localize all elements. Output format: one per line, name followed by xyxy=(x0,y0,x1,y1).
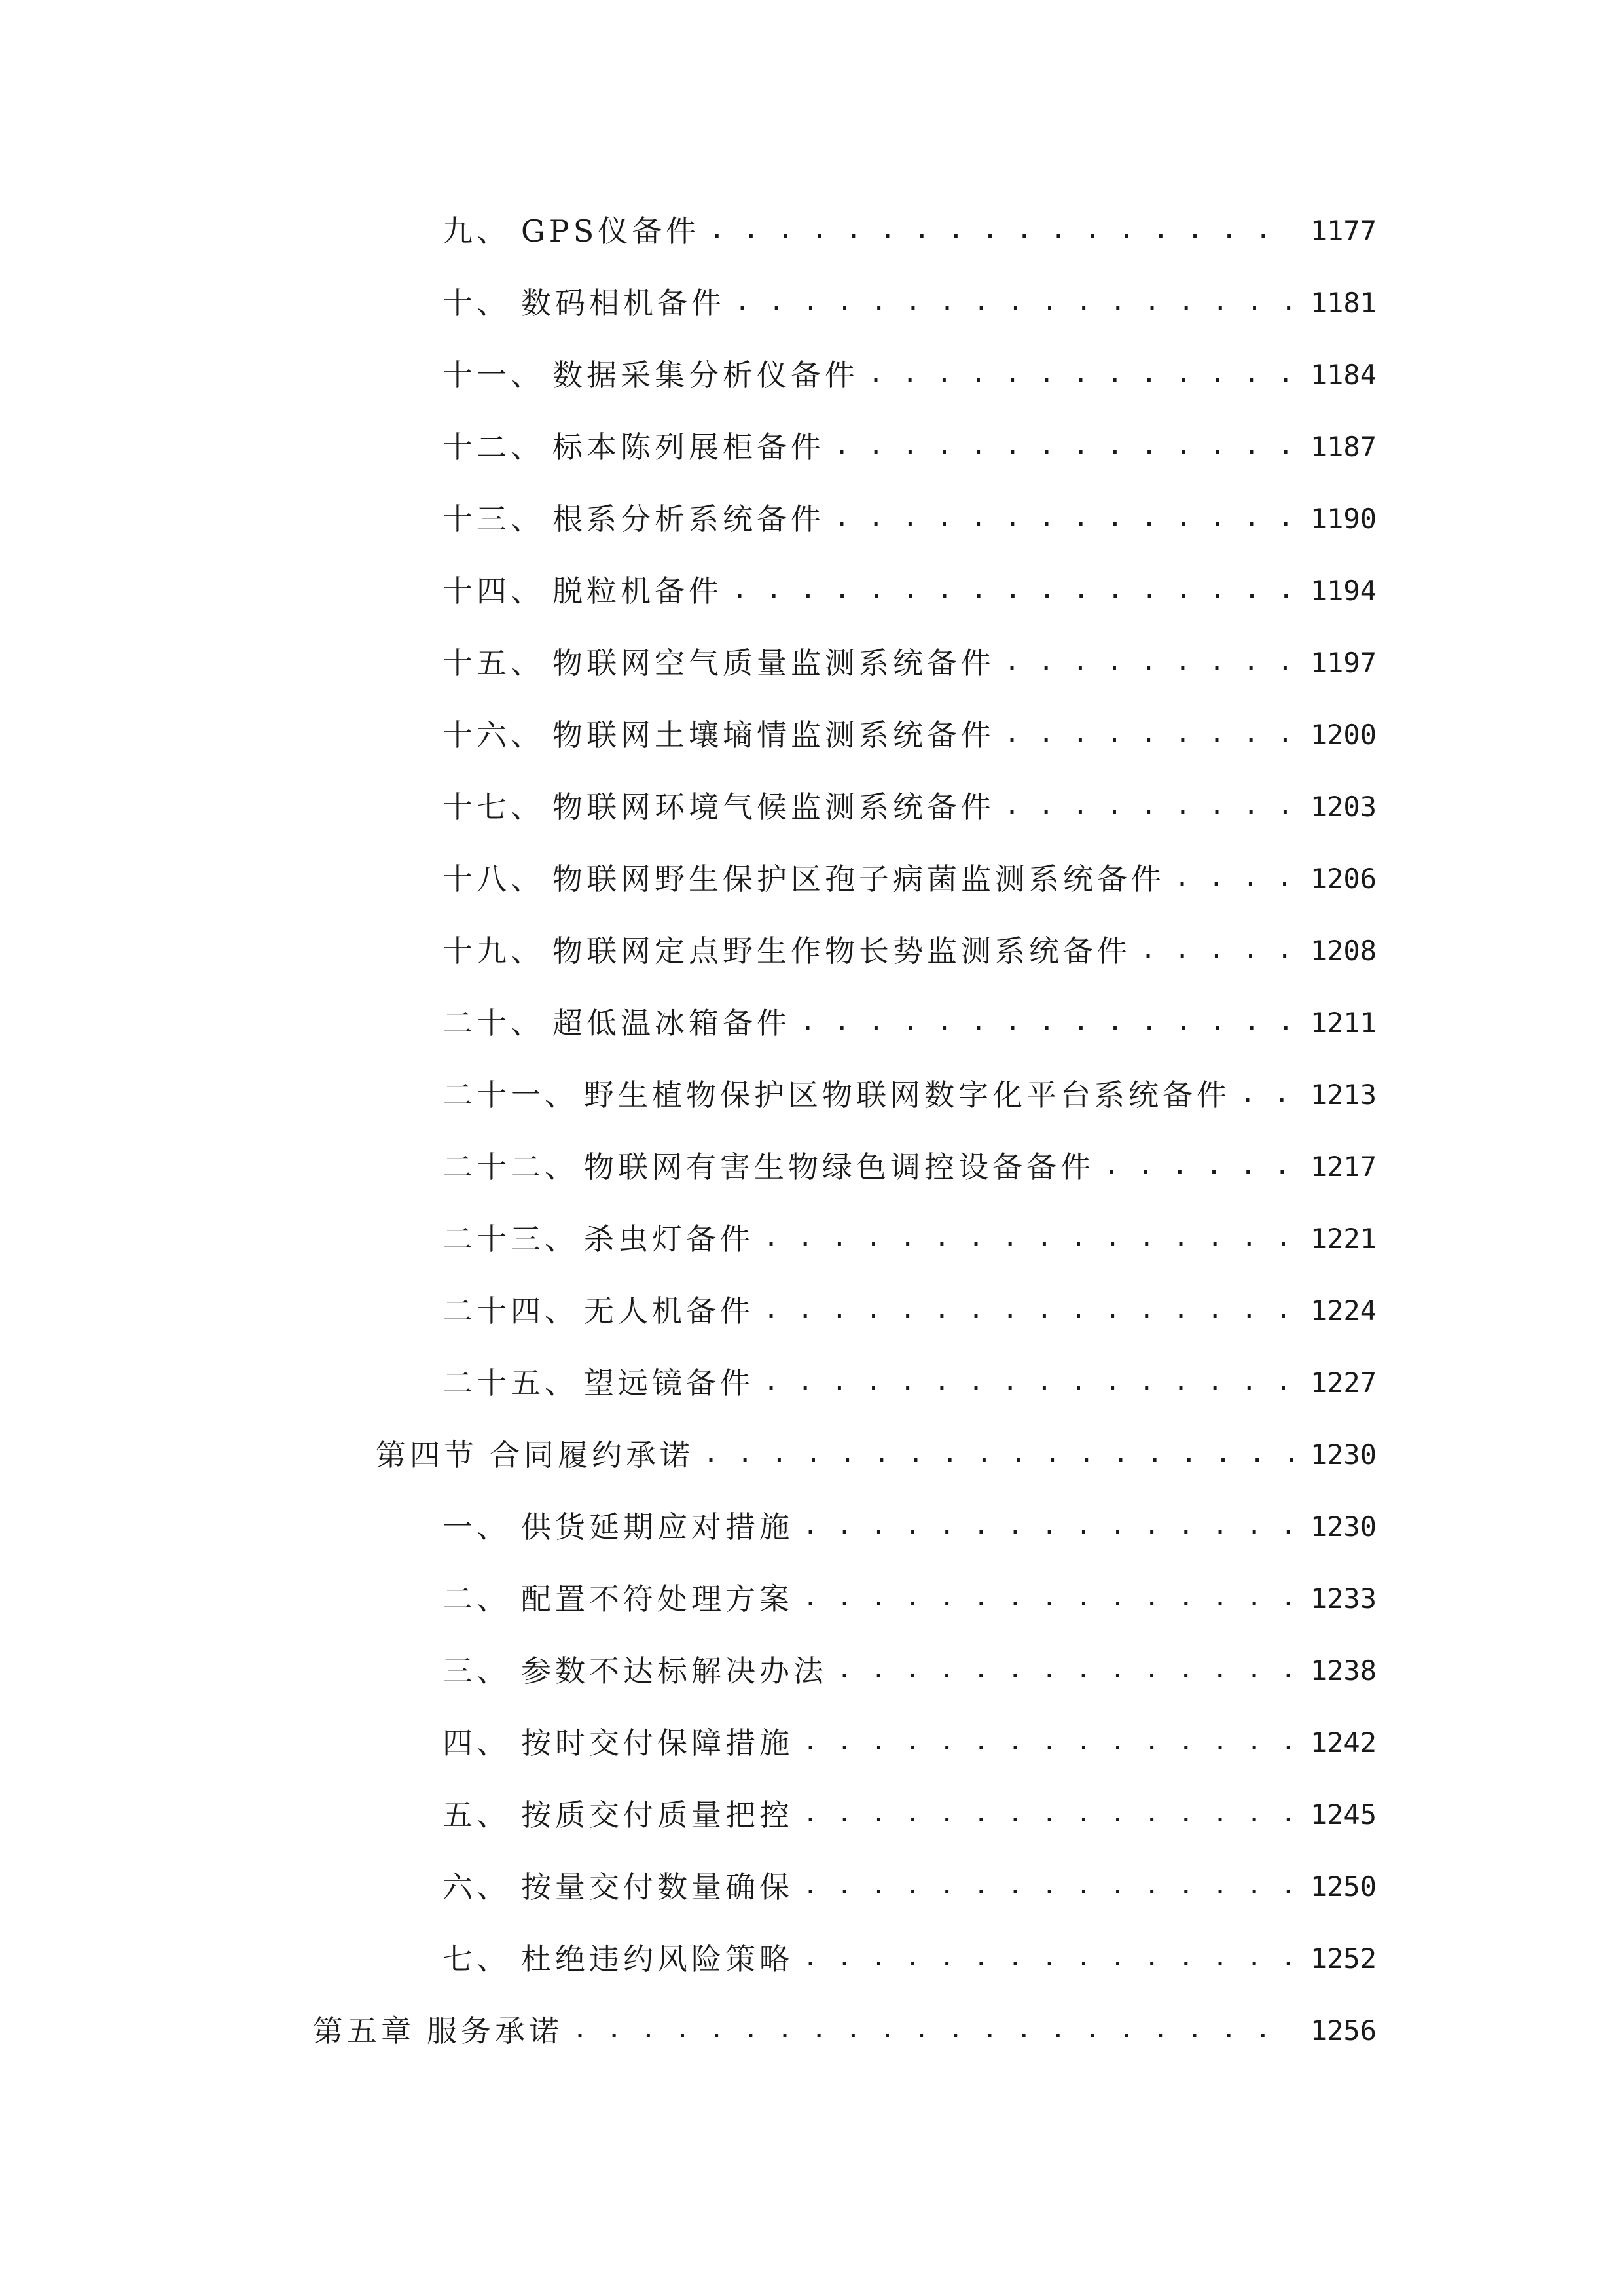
toc-entry-number: 二十五、 xyxy=(442,1365,579,1401)
dot-leader xyxy=(703,1440,1294,1470)
toc-entry-number: 二十四、 xyxy=(442,1293,579,1329)
dot-leader xyxy=(837,1656,1294,1686)
toc-entry-title: 物联网土壤墒情监测系统备件 xyxy=(552,717,995,753)
toc-entry-page: 1256 xyxy=(1310,2015,1377,2047)
toc-entry-title: 超低温冰箱备件 xyxy=(552,1005,791,1041)
toc-entry-page: 1203 xyxy=(1310,791,1377,823)
dot-leader xyxy=(868,360,1294,390)
toc-entry-title: 合同履约承诺 xyxy=(490,1437,694,1473)
toc-entry[interactable] xyxy=(0,771,1624,843)
dot-leader xyxy=(1004,792,1294,822)
toc-entry-number: 十四、 xyxy=(442,573,545,609)
dot-leader xyxy=(763,1368,1294,1398)
toc-entry-page: 1224 xyxy=(1310,1295,1377,1327)
toc-entry-page: 1217 xyxy=(1310,1151,1377,1183)
toc-entry-number: 六、 xyxy=(442,1869,511,1905)
toc-entry-page: 1211 xyxy=(1310,1007,1377,1039)
toc-entry-page: 1197 xyxy=(1310,647,1377,679)
toc-entry[interactable] xyxy=(0,1923,1624,1995)
dot-leader xyxy=(1004,720,1294,750)
toc-entry-page: 1250 xyxy=(1310,1871,1377,1903)
dot-leader xyxy=(734,288,1294,318)
toc-entry-page: 1194 xyxy=(1310,575,1377,607)
toc-entry[interactable] xyxy=(0,411,1624,483)
toc-entry[interactable] xyxy=(0,915,1624,987)
toc-entry-title: 脱粒机备件 xyxy=(552,573,723,609)
toc-entry-number: 二、 xyxy=(442,1581,511,1617)
toc-entry-number: 一、 xyxy=(442,1509,511,1545)
toc-entry-page: 1245 xyxy=(1310,1799,1377,1831)
toc-entry[interactable] xyxy=(0,267,1624,339)
toc-entry-page: 1230 xyxy=(1310,1439,1377,1471)
toc-entry-number: 十三、 xyxy=(442,501,545,537)
toc-entry[interactable] xyxy=(0,699,1624,771)
toc-entry-title: 物联网环境气候监测系统备件 xyxy=(552,789,995,825)
toc-entry-page: 1233 xyxy=(1310,1583,1377,1615)
toc-entry-number: 九、 xyxy=(442,213,511,249)
dot-leader xyxy=(1104,1152,1294,1182)
dot-leader xyxy=(834,504,1294,534)
toc-entry-page: 1252 xyxy=(1310,1943,1377,1975)
dot-leader xyxy=(803,1728,1294,1758)
toc-entry[interactable] xyxy=(0,1131,1624,1203)
dot-leader xyxy=(803,1944,1294,1974)
toc-entry-number: 二十二、 xyxy=(442,1149,579,1185)
toc-entry-title: 配置不符处理方案 xyxy=(521,1581,793,1617)
toc-entry[interactable] xyxy=(0,1275,1624,1347)
toc-entry-page: 1227 xyxy=(1310,1367,1377,1399)
toc-entry[interactable] xyxy=(0,483,1624,555)
toc-entry-number: 十二、 xyxy=(442,429,545,465)
toc-entry-title: 野生植物保护区物联网数字化平台系统备件 xyxy=(584,1077,1231,1113)
toc-entry-title: 物联网有害生物绿色调控设备备件 xyxy=(584,1149,1094,1185)
toc-entry-title: 杀虫灯备件 xyxy=(584,1221,754,1257)
dot-leader xyxy=(763,1224,1294,1254)
toc-entry-number: 二十一、 xyxy=(442,1077,579,1113)
toc-entry[interactable] xyxy=(0,1707,1624,1779)
toc-entry[interactable] xyxy=(0,1347,1624,1419)
toc-entry-page: 1213 xyxy=(1310,1079,1377,1111)
toc-entry-number: 十八、 xyxy=(442,861,545,897)
toc-entry-title: 服务承诺 xyxy=(427,2013,563,2049)
dot-leader xyxy=(709,216,1294,246)
toc-entry-number: 第五章 xyxy=(313,2013,415,2049)
toc-entry-title: GPS仪备件 xyxy=(521,213,700,249)
toc-entry-number: 五、 xyxy=(442,1797,511,1833)
dot-leader xyxy=(834,432,1294,462)
dot-leader xyxy=(800,1008,1294,1038)
dot-leader xyxy=(803,1872,1294,1902)
toc-entry[interactable] xyxy=(0,1059,1624,1131)
toc-entry-title: 标本陈列展柜备件 xyxy=(552,429,825,465)
toc-section-entry[interactable] xyxy=(0,1419,1624,1491)
toc-entry-title: 物联网空气质量监测系统备件 xyxy=(552,645,995,681)
toc-entry-title: 物联网野生保护区孢子病菌监测系统备件 xyxy=(552,861,1165,897)
toc-entry-title: 数码相机备件 xyxy=(521,285,725,321)
dot-leader xyxy=(803,1584,1294,1614)
toc-entry-page: 1238 xyxy=(1310,1655,1377,1687)
dot-leader xyxy=(1140,936,1294,966)
toc-entry-page: 1242 xyxy=(1310,1727,1377,1759)
dot-leader xyxy=(803,1512,1294,1542)
toc-entry-title: 按质交付质量把控 xyxy=(521,1797,793,1833)
toc-entry[interactable] xyxy=(0,1491,1624,1563)
toc-entry-number: 四、 xyxy=(442,1725,511,1761)
toc-entry-page: 1200 xyxy=(1310,719,1377,751)
toc-entry-page: 1206 xyxy=(1310,863,1377,895)
toc-entry-page: 1221 xyxy=(1310,1223,1377,1255)
toc-entry-number: 七、 xyxy=(442,1941,511,1977)
toc-entry[interactable] xyxy=(0,1635,1624,1707)
toc-entry-title: 物联网定点野生作物长势监测系统备件 xyxy=(552,933,1131,969)
toc-entry-title: 望远镜备件 xyxy=(584,1365,754,1401)
toc-entry-number: 十六、 xyxy=(442,717,545,753)
toc-entry-title: 无人机备件 xyxy=(584,1293,754,1329)
table-of-contents xyxy=(0,195,1624,2067)
toc-entry-title: 根系分析系统备件 xyxy=(552,501,825,537)
toc-entry[interactable] xyxy=(0,987,1624,1059)
dot-leader xyxy=(572,2016,1294,2046)
toc-entry-title: 供货延期应对措施 xyxy=(521,1509,793,1545)
toc-entry-title: 按时交付保障措施 xyxy=(521,1725,793,1761)
dot-leader xyxy=(1240,1080,1294,1110)
dot-leader xyxy=(732,576,1294,606)
toc-entry-number: 十、 xyxy=(442,285,511,321)
toc-entry-number: 二十、 xyxy=(442,1005,545,1041)
dot-leader xyxy=(763,1296,1294,1326)
toc-entry-page: 1230 xyxy=(1310,1511,1377,1543)
toc-entry-page: 1208 xyxy=(1310,935,1377,967)
toc-entry-title: 参数不达标解决办法 xyxy=(521,1653,827,1689)
toc-entry-title: 数据采集分析仪备件 xyxy=(552,357,859,393)
toc-entry-page: 1177 xyxy=(1310,215,1377,247)
toc-entry-number: 十七、 xyxy=(442,789,545,825)
toc-entry-page: 1187 xyxy=(1310,431,1377,463)
toc-entry-title: 杜绝违约风险策略 xyxy=(521,1941,793,1977)
toc-entry[interactable] xyxy=(0,627,1624,699)
toc-entry-number: 三、 xyxy=(442,1653,511,1689)
toc-entry-number: 十九、 xyxy=(442,933,545,969)
dot-leader xyxy=(803,1800,1294,1830)
toc-entry[interactable] xyxy=(0,1563,1624,1635)
toc-entry-page: 1181 xyxy=(1310,287,1377,319)
toc-entry-number: 十五、 xyxy=(442,645,545,681)
toc-entry-title: 按量交付数量确保 xyxy=(521,1869,793,1905)
toc-entry-page: 1190 xyxy=(1310,503,1377,535)
toc-entry[interactable] xyxy=(0,555,1624,627)
toc-entry[interactable] xyxy=(0,1203,1624,1275)
toc-entry[interactable] xyxy=(0,843,1624,915)
toc-entry-page: 1184 xyxy=(1310,359,1377,391)
toc-entry-number: 十一、 xyxy=(442,357,545,393)
toc-entry[interactable] xyxy=(0,339,1624,411)
toc-chapter-entry[interactable] xyxy=(0,1995,1624,2067)
toc-entry[interactable] xyxy=(0,195,1624,267)
toc-entry-number: 二十三、 xyxy=(442,1221,579,1257)
toc-entry[interactable] xyxy=(0,1779,1624,1851)
dot-leader xyxy=(1174,864,1294,894)
toc-entry-number: 第四节 xyxy=(376,1437,478,1473)
toc-entry[interactable] xyxy=(0,1851,1624,1923)
dot-leader xyxy=(1004,648,1294,678)
